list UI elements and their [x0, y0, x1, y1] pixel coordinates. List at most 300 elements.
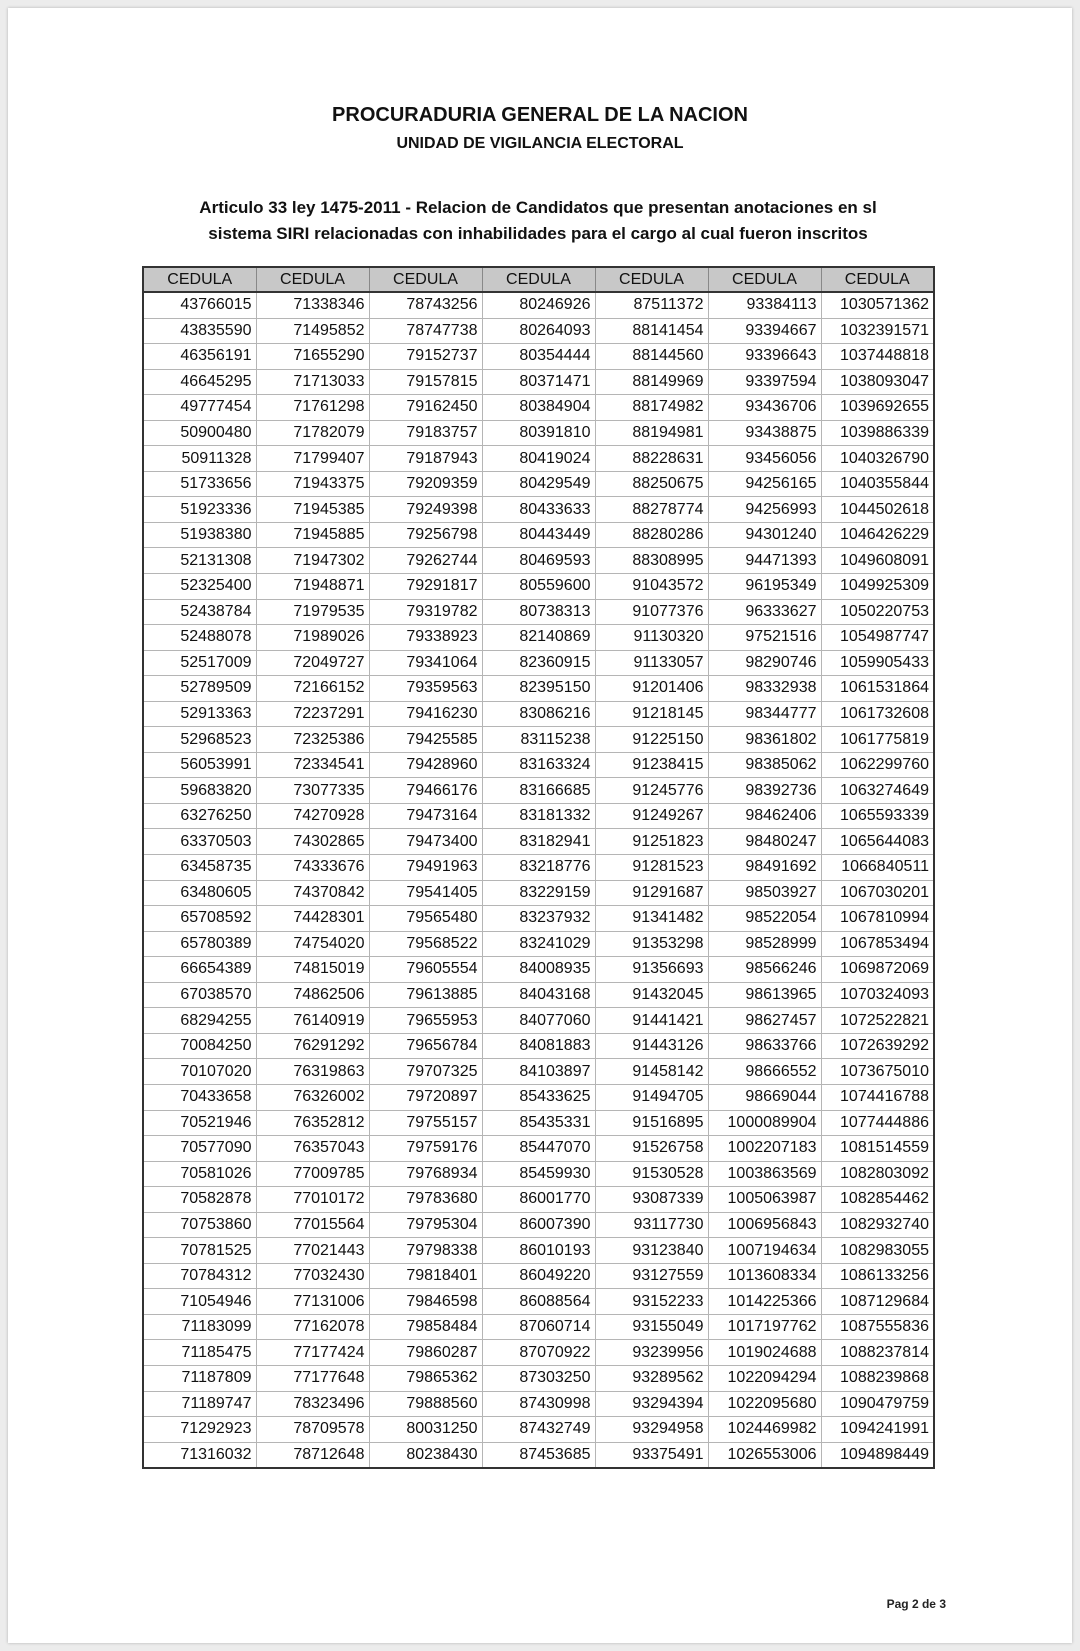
cedula-cell: 80354444	[482, 344, 595, 370]
cedula-cell: 78743256	[369, 292, 482, 318]
cedula-cell: 79209359	[369, 471, 482, 497]
document-heading	[128, 195, 948, 247]
cedula-cell: 86049220	[482, 1263, 595, 1289]
cedula-cell: 1032391571	[821, 318, 934, 344]
cedula-cell: 70107020	[143, 1059, 256, 1085]
cedula-cell: 1066840511	[821, 855, 934, 881]
table-row	[143, 522, 934, 548]
cedula-cell: 68294255	[143, 1008, 256, 1034]
cedula-cell: 74333676	[256, 855, 369, 881]
cedula-cell: 1082854462	[821, 1187, 934, 1213]
table-row	[143, 318, 934, 344]
cedula-cell: 88250675	[595, 471, 708, 497]
cedula-cell: 1065644083	[821, 829, 934, 855]
table-row	[143, 752, 934, 778]
cedula-cell: 98627457	[708, 1008, 821, 1034]
cedula-cell: 79755157	[369, 1110, 482, 1136]
table-row	[143, 1161, 934, 1187]
cedula-cell: 52131308	[143, 548, 256, 574]
cedula-cell: 70781525	[143, 1238, 256, 1264]
cedula-cell: 98385062	[708, 752, 821, 778]
cedula-cell: 80264093	[482, 318, 595, 344]
cedula-cell: 93289562	[595, 1365, 708, 1391]
cedula-cell: 93384113	[708, 292, 821, 318]
cedula-cell: 71185475	[143, 1340, 256, 1366]
cedula-cell: 43835590	[143, 318, 256, 344]
cedula-cell: 80559600	[482, 574, 595, 600]
cedula-cell: 85447070	[482, 1136, 595, 1162]
cedula-cell: 1069872069	[821, 957, 934, 983]
cedula-cell: 91458142	[595, 1059, 708, 1085]
cedula-cell: 72237291	[256, 701, 369, 727]
cedula-cell: 72334541	[256, 752, 369, 778]
cedula-cell: 79707325	[369, 1059, 482, 1085]
cedula-cell: 1026553006	[708, 1442, 821, 1468]
cedula-cell: 71054946	[143, 1289, 256, 1315]
cedula-cell: 77177424	[256, 1340, 369, 1366]
cedula-cell: 86001770	[482, 1187, 595, 1213]
cedula-cell: 1039692655	[821, 395, 934, 421]
cedula-cell: 63370503	[143, 829, 256, 855]
column-header: CEDULA	[708, 267, 821, 292]
cedula-cell: 74428301	[256, 906, 369, 932]
cedula-cell: 91526758	[595, 1136, 708, 1162]
table-row	[143, 471, 934, 497]
cedula-cell: 83166685	[482, 778, 595, 804]
cedula-cell: 88194981	[595, 420, 708, 446]
cedula-cell: 83218776	[482, 855, 595, 881]
cedula-cell: 79846598	[369, 1289, 482, 1315]
cedula-cell: 86088564	[482, 1289, 595, 1315]
cedula-cell: 71943375	[256, 471, 369, 497]
column-header: CEDULA	[595, 267, 708, 292]
cedula-cell: 49777454	[143, 395, 256, 421]
table-row	[143, 1238, 934, 1264]
cedula-cell: 91516895	[595, 1110, 708, 1136]
cedula-cell: 1088237814	[821, 1340, 934, 1366]
cedula-cell: 77162078	[256, 1314, 369, 1340]
cedula-cell: 71713033	[256, 369, 369, 395]
cedula-cell: 70577090	[143, 1136, 256, 1162]
cedula-cell: 82395150	[482, 676, 595, 702]
table-row	[143, 1289, 934, 1315]
cedula-cell: 79818401	[369, 1263, 482, 1289]
column-header: CEDULA	[256, 267, 369, 292]
cedula-cell: 1059905433	[821, 650, 934, 676]
cedula-cell: 63480605	[143, 880, 256, 906]
cedula-cell: 73077335	[256, 778, 369, 804]
cedula-cell: 63276250	[143, 803, 256, 829]
cedula-cell: 93117730	[595, 1212, 708, 1238]
cedula-cell: 93438875	[708, 420, 821, 446]
cedula-cell: 77010172	[256, 1187, 369, 1213]
cedula-table	[142, 266, 935, 1469]
cedula-cell: 50911328	[143, 446, 256, 472]
cedula-cell: 80384904	[482, 395, 595, 421]
cedula-cell: 93123840	[595, 1238, 708, 1264]
cedula-cell: 79187943	[369, 446, 482, 472]
table-row	[143, 599, 934, 625]
cedula-cell: 83086216	[482, 701, 595, 727]
table-row	[143, 855, 934, 881]
heading-line-1: Articulo 33 ley 1475-2011 - Relacion de Candidatos que presentan anotaciones en sl	[199, 198, 877, 217]
cedula-cell: 79183757	[369, 420, 482, 446]
cedula-cell: 93436706	[708, 395, 821, 421]
table-row	[143, 727, 934, 753]
cedula-cell: 1013608334	[708, 1263, 821, 1289]
cedula-cell: 1067030201	[821, 880, 934, 906]
table-body	[143, 292, 934, 1468]
cedula-cell: 52968523	[143, 727, 256, 753]
table-row	[143, 625, 934, 651]
cedula-cell: 70753860	[143, 1212, 256, 1238]
cedula-cell: 71187809	[143, 1365, 256, 1391]
cedula-cell: 66654389	[143, 957, 256, 983]
cedula-cell: 76357043	[256, 1136, 369, 1162]
cedula-cell: 1007194634	[708, 1238, 821, 1264]
cedula-cell: 78323496	[256, 1391, 369, 1417]
cedula-cell: 74754020	[256, 931, 369, 957]
cedula-cell: 98290746	[708, 650, 821, 676]
cedula-cell: 79491963	[369, 855, 482, 881]
document-subtitle: UNIDAD DE VIGILANCIA ELECTORAL	[396, 135, 684, 152]
cedula-cell: 79473400	[369, 829, 482, 855]
cedula-cell: 79655953	[369, 1008, 482, 1034]
cedula-cell: 1040326790	[821, 446, 934, 472]
table-row	[143, 1033, 934, 1059]
cedula-cell: 79798338	[369, 1238, 482, 1264]
cedula-cell: 52517009	[143, 650, 256, 676]
cedula-cell: 79888560	[369, 1391, 482, 1417]
cedula-cell: 87511372	[595, 292, 708, 318]
cedula-cell: 91201406	[595, 676, 708, 702]
cedula-cell: 52789509	[143, 676, 256, 702]
cedula-cell: 70521946	[143, 1110, 256, 1136]
cedula-cell: 77177648	[256, 1365, 369, 1391]
cedula-cell: 80371471	[482, 369, 595, 395]
cedula-cell: 63458735	[143, 855, 256, 881]
cedula-cell: 91249267	[595, 803, 708, 829]
cedula-cell: 79860287	[369, 1340, 482, 1366]
cedula-cell: 1061775819	[821, 727, 934, 753]
table-row	[143, 1314, 934, 1340]
table-header-row	[143, 267, 934, 292]
cedula-cell: 77021443	[256, 1238, 369, 1264]
cedula-cell: 1050220753	[821, 599, 934, 625]
table-row	[143, 1417, 934, 1443]
cedula-cell: 1019024688	[708, 1340, 821, 1366]
cedula-cell: 98669044	[708, 1084, 821, 1110]
cedula-cell: 67038570	[143, 982, 256, 1008]
cedula-cell: 1000089904	[708, 1110, 821, 1136]
cedula-cell: 79359563	[369, 676, 482, 702]
cedula-cell: 1038093047	[821, 369, 934, 395]
table-row	[143, 1008, 934, 1034]
table-row	[143, 292, 934, 318]
cedula-cell: 88228631	[595, 446, 708, 472]
cedula-cell: 79768934	[369, 1161, 482, 1187]
cedula-cell: 80391810	[482, 420, 595, 446]
cedula-cell: 91441421	[595, 1008, 708, 1034]
table-row	[143, 1084, 934, 1110]
table-row	[143, 829, 934, 855]
cedula-cell: 71189747	[143, 1391, 256, 1417]
table-row	[143, 548, 934, 574]
cedula-cell: 79720897	[369, 1084, 482, 1110]
cedula-cell: 93375491	[595, 1442, 708, 1468]
cedula-cell: 71948871	[256, 574, 369, 600]
cedula-cell: 72049727	[256, 650, 369, 676]
cedula-cell: 72325386	[256, 727, 369, 753]
cedula-cell: 84077060	[482, 1008, 595, 1034]
table-row	[143, 574, 934, 600]
cedula-cell: 85433625	[482, 1084, 595, 1110]
cedula-cell: 52325400	[143, 574, 256, 600]
cedula-cell: 79428960	[369, 752, 482, 778]
cedula-cell: 87432749	[482, 1417, 595, 1443]
cedula-cell: 76319863	[256, 1059, 369, 1085]
cedula-cell: 1081514559	[821, 1136, 934, 1162]
cedula-cell: 79795304	[369, 1212, 482, 1238]
cedula-cell: 1072522821	[821, 1008, 934, 1034]
cedula-cell: 93394667	[708, 318, 821, 344]
cedula-cell: 79249398	[369, 497, 482, 523]
cedula-cell: 98613965	[708, 982, 821, 1008]
cedula-cell: 84081883	[482, 1033, 595, 1059]
table-row	[143, 1059, 934, 1085]
cedula-cell: 91238415	[595, 752, 708, 778]
cedula-cell: 91225150	[595, 727, 708, 753]
cedula-cell: 71782079	[256, 420, 369, 446]
cedula-cell: 79466176	[369, 778, 482, 804]
cedula-cell: 91443126	[595, 1033, 708, 1059]
cedula-cell: 1030571362	[821, 292, 934, 318]
cedula-cell: 79416230	[369, 701, 482, 727]
cedula-cell: 1061531864	[821, 676, 934, 702]
table-row	[143, 1391, 934, 1417]
cedula-cell: 98566246	[708, 957, 821, 983]
cedula-cell: 84008935	[482, 957, 595, 983]
cedula-cell: 87060714	[482, 1314, 595, 1340]
column-header: CEDULA	[482, 267, 595, 292]
cedula-cell: 83115238	[482, 727, 595, 753]
cedula-cell: 80469593	[482, 548, 595, 574]
cedula-cell: 46645295	[143, 369, 256, 395]
cedula-cell: 70582878	[143, 1187, 256, 1213]
column-header: CEDULA	[821, 267, 934, 292]
cedula-cell: 74302865	[256, 829, 369, 855]
cedula-cell: 84103897	[482, 1059, 595, 1085]
table-row	[143, 676, 934, 702]
cedula-cell: 72166152	[256, 676, 369, 702]
cedula-cell: 98522054	[708, 906, 821, 932]
table-row	[143, 701, 934, 727]
cedula-cell: 79568522	[369, 931, 482, 957]
cedula-cell: 1067810994	[821, 906, 934, 932]
table-row	[143, 1136, 934, 1162]
cedula-cell: 87453685	[482, 1442, 595, 1468]
cedula-cell: 76140919	[256, 1008, 369, 1034]
cedula-cell: 88308995	[595, 548, 708, 574]
cedula-cell: 98361802	[708, 727, 821, 753]
cedula-cell: 1054987747	[821, 625, 934, 651]
cedula-cell: 86010193	[482, 1238, 595, 1264]
cedula-cell: 70581026	[143, 1161, 256, 1187]
cedula-cell: 1074416788	[821, 1084, 934, 1110]
cedula-cell: 1049925309	[821, 574, 934, 600]
cedula-cell: 79565480	[369, 906, 482, 932]
cedula-cell: 1063274649	[821, 778, 934, 804]
cedula-cell: 91353298	[595, 931, 708, 957]
cedula-cell: 71183099	[143, 1314, 256, 1340]
cedula-cell: 91356693	[595, 957, 708, 983]
cedula-cell: 79759176	[369, 1136, 482, 1162]
cedula-cell: 1088239868	[821, 1365, 934, 1391]
cedula-cell: 98480247	[708, 829, 821, 855]
cedula-cell: 80443449	[482, 522, 595, 548]
cedula-cell: 1065593339	[821, 803, 934, 829]
cedula-cell: 79865362	[369, 1365, 482, 1391]
table-row	[143, 1263, 934, 1289]
cedula-cell: 1061732608	[821, 701, 934, 727]
cedula-cell: 1077444886	[821, 1110, 934, 1136]
cedula-cell: 1037448818	[821, 344, 934, 370]
cedula-cell: 93456056	[708, 446, 821, 472]
table-row	[143, 497, 934, 523]
cedula-cell: 93152233	[595, 1289, 708, 1315]
table-row	[143, 369, 934, 395]
table-row	[143, 1110, 934, 1136]
cedula-cell: 1046426229	[821, 522, 934, 548]
cedula-cell: 98528999	[708, 931, 821, 957]
cedula-cell: 93087339	[595, 1187, 708, 1213]
cedula-cell: 56053991	[143, 752, 256, 778]
cedula-cell: 71945885	[256, 522, 369, 548]
table-row	[143, 880, 934, 906]
cedula-cell: 1087555836	[821, 1314, 934, 1340]
heading-line-2: sistema SIRI relacionadas con inhabilidades para el cargo al cual fueron inscritos	[208, 224, 868, 243]
cedula-cell: 50900480	[143, 420, 256, 446]
cedula-cell: 83182941	[482, 829, 595, 855]
cedula-cell: 1003863569	[708, 1161, 821, 1187]
cedula-cell: 98462406	[708, 803, 821, 829]
cedula-cell: 51923336	[143, 497, 256, 523]
cedula-cell: 96195349	[708, 574, 821, 600]
cedula-cell: 1039886339	[821, 420, 934, 446]
cedula-cell: 77131006	[256, 1289, 369, 1315]
cedula-cell: 91043572	[595, 574, 708, 600]
cedula-cell: 98392736	[708, 778, 821, 804]
cedula-cell: 71316032	[143, 1442, 256, 1468]
cedula-cell: 86007390	[482, 1212, 595, 1238]
cedula-cell: 77032430	[256, 1263, 369, 1289]
cedula-cell: 91245776	[595, 778, 708, 804]
cedula-cell: 98332938	[708, 676, 821, 702]
cedula-cell: 1014225366	[708, 1289, 821, 1315]
cedula-cell: 71947302	[256, 548, 369, 574]
cedula-cell: 74370842	[256, 880, 369, 906]
cedula-cell: 65780389	[143, 931, 256, 957]
cedula-cell: 91341482	[595, 906, 708, 932]
table-row	[143, 446, 934, 472]
table-row	[143, 1212, 934, 1238]
cedula-cell: 79162450	[369, 395, 482, 421]
cedula-cell: 91432045	[595, 982, 708, 1008]
cedula-cell: 74815019	[256, 957, 369, 983]
cedula-cell: 1044502618	[821, 497, 934, 523]
column-header: CEDULA	[143, 267, 256, 292]
cedula-cell: 71292923	[143, 1417, 256, 1443]
cedula-cell: 71979535	[256, 599, 369, 625]
cedula-cell: 91281523	[595, 855, 708, 881]
cedula-cell: 59683820	[143, 778, 256, 804]
column-header: CEDULA	[369, 267, 482, 292]
cedula-cell: 79783680	[369, 1187, 482, 1213]
cedula-cell: 78712648	[256, 1442, 369, 1468]
cedula-cell: 91218145	[595, 701, 708, 727]
cedula-cell: 1082983055	[821, 1238, 934, 1264]
cedula-cell: 98344777	[708, 701, 821, 727]
cedula-cell: 46356191	[143, 344, 256, 370]
cedula-cell: 91130320	[595, 625, 708, 651]
cedula-cell: 76326002	[256, 1084, 369, 1110]
cedula-cell: 1072639292	[821, 1033, 934, 1059]
cedula-cell: 79291817	[369, 574, 482, 600]
page-number: Pag 2 de 3	[886, 1597, 946, 1611]
cedula-cell: 88149969	[595, 369, 708, 395]
table-row	[143, 931, 934, 957]
cedula-cell: 93127559	[595, 1263, 708, 1289]
cedula-cell: 79858484	[369, 1314, 482, 1340]
cedula-cell: 76291292	[256, 1033, 369, 1059]
cedula-cell: 79338923	[369, 625, 482, 651]
cedula-cell: 80246926	[482, 292, 595, 318]
cedula-cell: 79541405	[369, 880, 482, 906]
cedula-cell: 1005063987	[708, 1187, 821, 1213]
table-row	[143, 982, 934, 1008]
cedula-cell: 1082803092	[821, 1161, 934, 1187]
cedula-cell: 79319782	[369, 599, 482, 625]
cedula-cell: 96333627	[708, 599, 821, 625]
cedula-cell: 93294958	[595, 1417, 708, 1443]
table-row	[143, 420, 934, 446]
cedula-cell: 51733656	[143, 471, 256, 497]
cedula-cell: 91251823	[595, 829, 708, 855]
cedula-cell: 93294394	[595, 1391, 708, 1417]
cedula-cell: 85435331	[482, 1110, 595, 1136]
cedula-cell: 79256798	[369, 522, 482, 548]
cedula-cell: 70784312	[143, 1263, 256, 1289]
cedula-cell: 85459930	[482, 1161, 595, 1187]
table-row	[143, 957, 934, 983]
cedula-cell: 83163324	[482, 752, 595, 778]
cedula-cell: 1082932740	[821, 1212, 934, 1238]
cedula-cell: 71945385	[256, 497, 369, 523]
cedula-cell: 98666552	[708, 1059, 821, 1085]
cedula-cell: 91133057	[595, 650, 708, 676]
cedula-cell: 98503927	[708, 880, 821, 906]
table-row	[143, 906, 934, 932]
cedula-cell: 91077376	[595, 599, 708, 625]
table-row	[143, 395, 934, 421]
cedula-cell: 80429549	[482, 471, 595, 497]
cedula-cell: 94256993	[708, 497, 821, 523]
cedula-cell: 79473164	[369, 803, 482, 829]
cedula-cell: 71338346	[256, 292, 369, 318]
table-row	[143, 778, 934, 804]
cedula-cell: 52438784	[143, 599, 256, 625]
cedula-cell: 87430998	[482, 1391, 595, 1417]
